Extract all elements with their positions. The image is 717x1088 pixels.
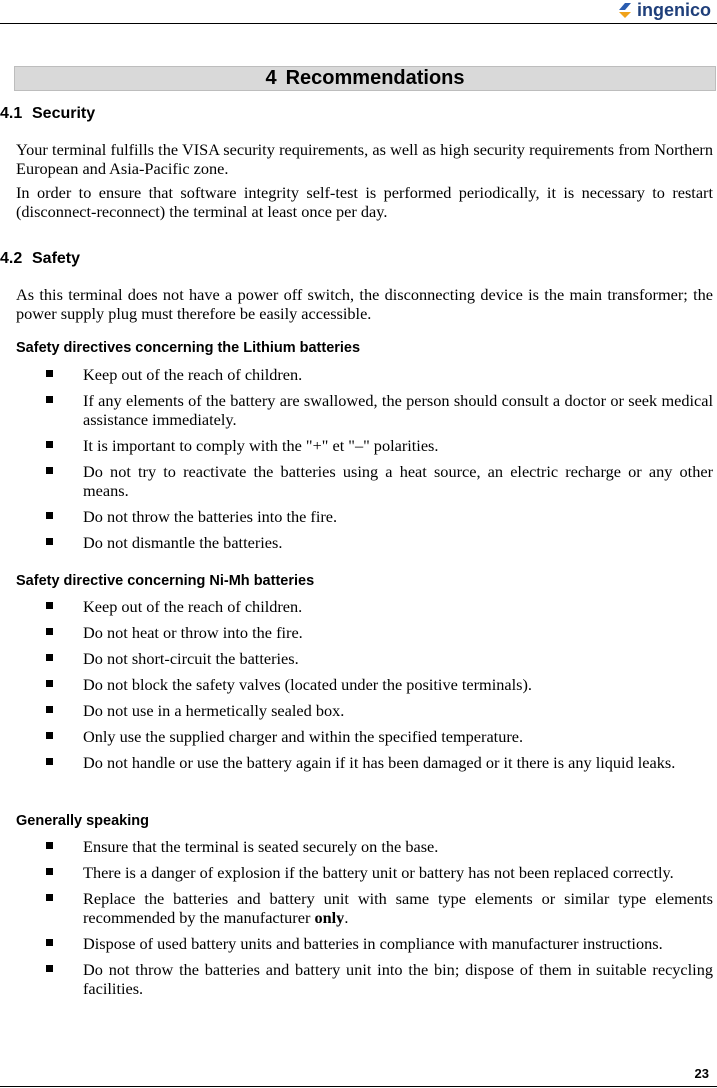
list-item: Do not heat or throw into the fire.: [0, 623, 713, 642]
lithium-list: [0, 365, 713, 552]
bullet-square-icon: [46, 441, 53, 448]
bullet-square-icon: [46, 965, 53, 972]
security-paragraph-1: Your terminal fulfills the VISA security requirements, as well as high security requirements from Northern European and Asia-Pacific zone.: [16, 140, 713, 178]
bullet-square-icon: [46, 758, 53, 765]
section-heading-security: 4.1 Security: [0, 105, 96, 122]
list-item: If any elements of the battery are swallowed, the person should consult a doctor or seek medical assistance immediately.: [0, 391, 713, 429]
bullet-square-icon: [46, 894, 53, 901]
general-list: [0, 837, 713, 998]
bullet-square-icon: [46, 842, 53, 849]
chapter-title-bar: [14, 66, 716, 91]
safety-paragraph: As this terminal does not have a power off switch, the disconnecting device is the main transformer; the power supply plug must therefore be easily accessible.: [16, 285, 713, 323]
bullet-square-icon: [46, 654, 53, 661]
bullet-square-icon: [46, 939, 53, 946]
list-item: Only use the supplied charger and within the specified temperature.: [0, 727, 713, 746]
ingenico-logo: [616, 0, 711, 20]
footer-rule: [0, 1086, 717, 1087]
list-item: Do not handle or use the battery again if it has been damaged or it there is any liquid leaks.: [0, 753, 713, 772]
bullet-square-icon: [46, 680, 53, 687]
page-number: 23: [694, 1066, 709, 1081]
bullet-square-icon: [46, 370, 53, 377]
list-item: It is important to comply with the "+" et "–" polarities.: [0, 436, 713, 455]
emphasis-only: only: [314, 908, 345, 927]
bullet-square-icon: [46, 628, 53, 635]
list-item: Do not short-circuit the batteries.: [0, 649, 713, 668]
logo-text: ingenico: [636, 0, 711, 20]
section-heading-safety: 4.2 Safety: [0, 250, 81, 267]
security-paragraph-2: In order to ensure that software integrity self-test is performed periodically, it is necessary to restart (disconnect-reconnect) the terminal at least once per day.: [16, 183, 713, 221]
list-item: Do not use in a hermetically sealed box.: [0, 701, 713, 720]
general-subheading: Generally speaking: [16, 813, 149, 829]
nimh-subheading: Safety directive concerning Ni-Mh batteries: [16, 573, 315, 589]
bullet-square-icon: [46, 706, 53, 713]
list-item: Dispose of used battery units and batteries in compliance with manufacturer instructions.: [0, 934, 713, 953]
list-item: Do not block the safety valves (located under the positive terminals).: [0, 675, 713, 694]
list-item: Keep out of the reach of children.: [0, 597, 713, 616]
list-item: Do not try to reactivate the batteries using a heat source, an electric recharge or any other means.: [0, 462, 713, 500]
chapter-title: Recommendations: [285, 67, 465, 89]
bullet-square-icon: [46, 512, 53, 519]
bullet-square-icon: [46, 538, 53, 545]
chapter-number: 4: [265, 67, 277, 89]
list-item: Replace the batteries and battery unit with same type elements or similar type elements recommended by the manufacturer only.: [0, 889, 713, 927]
lithium-subheading: Safety directives concerning the Lithium batteries: [16, 340, 361, 356]
bullet-square-icon: [46, 467, 53, 474]
list-item: There is a danger of explosion if the battery unit or battery has not been replaced correctly.: [0, 863, 713, 882]
list-item: Ensure that the terminal is seated securely on the base.: [0, 837, 713, 856]
list-item: Do not throw the batteries into the fire.: [0, 507, 713, 526]
header-rule: [0, 23, 717, 24]
bullet-square-icon: [46, 732, 53, 739]
bullet-square-icon: [46, 396, 53, 403]
list-item: Do not dismantle the batteries.: [0, 533, 713, 552]
ingenico-logo-icon: [616, 2, 634, 18]
list-item: Do not throw the batteries and battery unit into the bin; dispose of them in suitable recycling facilities.: [0, 960, 713, 998]
nimh-list: [0, 597, 713, 772]
list-item: Keep out of the reach of children.: [0, 365, 713, 384]
bullet-square-icon: [46, 602, 53, 609]
bullet-square-icon: [46, 868, 53, 875]
